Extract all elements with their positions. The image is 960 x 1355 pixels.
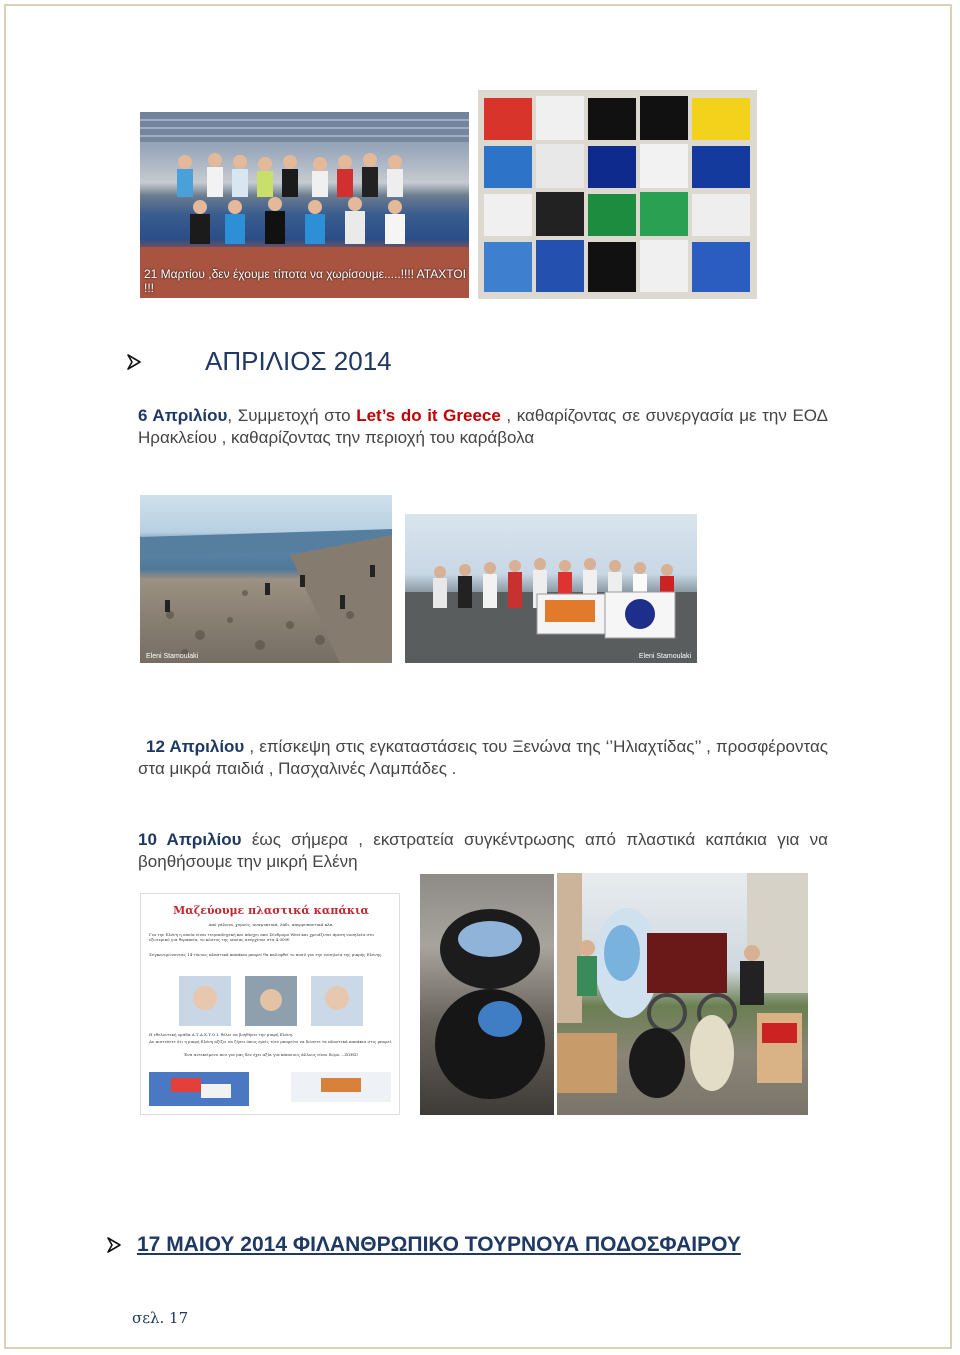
team-photo-caption: 21 Μαρτίου ,δεν έχουμε τίποτα να χωρίσουμε.....!!!! ΑΤΑΧΤΟΙ !!!	[144, 267, 467, 295]
paragraph-lets-do-it	[138, 405, 828, 449]
para2-text: , επίσκεψη στις εγκαταστάσεις του Ξενώνα της ‘’Ηλιαχτίδας’’ , προσφέροντας στα μικρά παιδιά , Πασχαλινές Λαμπάδες .	[138, 737, 828, 778]
jerseys-photo	[478, 90, 757, 299]
date-10-april: 10 Απριλίου	[138, 830, 242, 849]
arrow-bullet-icon	[105, 1236, 123, 1254]
poster-line-2: Για την Ελένη η οποία είναι τετραπληγική και πάσχει από Σύνδρομο West και χρειάζεται άμεση νοσηλεία στο εξωτερικό για θεραπεία, το κόστος της οποίας ανέρχεται στα 4.000€	[149, 932, 374, 942]
group-photo-credit: Eleni Stamoulaki	[638, 653, 691, 660]
para1-text-b: , καθαρίζοντας σε συνεργασία με την ΕΟΔ Ηρακλείου , καθαρίζοντας την περιοχή του καράβολα	[138, 406, 829, 447]
poster-photos	[141, 972, 400, 1032]
poster-title: Μαζεύουμε πλαστικά καπάκια	[173, 904, 369, 917]
paragraph-ilachtida	[138, 736, 828, 780]
may-heading-row	[105, 1233, 741, 1257]
poster-caps-strip	[141, 1070, 400, 1110]
date-12-april: 12 Απριλίου	[146, 737, 245, 756]
april-heading-row	[125, 346, 392, 377]
team-photo	[140, 112, 469, 298]
paragraph-plastic-caps	[138, 829, 828, 873]
poster-line-6: Ένα αντικείμενο που για μας δεν έχει αξία για κάποιους άλλους είναι δώρο....ΖΩΗΣ!	[183, 1052, 359, 1057]
plastic-caps-poster	[140, 893, 400, 1115]
sacks-drawing	[557, 873, 808, 1115]
jerseys-drawing	[478, 90, 757, 299]
group-photo	[405, 514, 697, 663]
may-heading: 17 ΜΑΙΟΥ 2014 ΦΙΛΑΝΘΡΩΠΙΚΟ ΤΟΥΡΝΟΥΑ ΠΟΔΟΣΦΑΙΡΟΥ	[137, 1233, 741, 1256]
beach-cleanup-photo	[140, 495, 392, 663]
bags-photo	[420, 874, 554, 1115]
poster-line-5: Αν πιστεύετε ότι η μικρή Ελένη αξίζει να ζήσει όπως εμείς τότε μπορείτε να δώσετε τα πλαστικά καπάκια στις μπορεί.	[149, 1039, 393, 1044]
para3-text: έως σήμερα , εκστρατεία συγκέντρωσης από πλαστικά καπάκια για να βοηθήσουμε την μικρή Ελένη	[138, 830, 828, 871]
para1-text-a: , Συμμετοχή στο	[227, 406, 357, 425]
group-drawing	[405, 514, 697, 663]
arrow-bullet-icon	[125, 353, 143, 371]
event-name: Let’s do it Greece	[356, 406, 501, 425]
beach-photo-credit: Eleni Stamoulaki	[146, 653, 199, 660]
beach-drawing	[140, 495, 392, 663]
poster-line-1: Από γάλατα, χυμούς, αναψυκτικά, λάδι, απορρυπαντικά κλπ.	[208, 922, 334, 927]
poster-line-4: Η εθελοντική ομάδα Α.Τ.Α.Χ.Τ.Ο.Ι. θέλει να βοηθήσει την μικρή Ελένη.	[149, 1032, 294, 1037]
collected-sacks-photo	[557, 873, 808, 1115]
date-6-april: 6 Απριλίου	[138, 406, 228, 425]
poster-line-3: Συγκεντρώνοντας 14 τόνους πλαστικά καπάκια μπορεί θα καλυφθεί το ποσό για την νοσηλεία της μικρής Ελένης.	[149, 952, 383, 957]
april-heading: ΑΠΡΙΛΙΟΣ 2014	[205, 346, 392, 376]
bags-drawing	[420, 874, 554, 1115]
page-number: σελ. 17	[132, 1309, 189, 1327]
